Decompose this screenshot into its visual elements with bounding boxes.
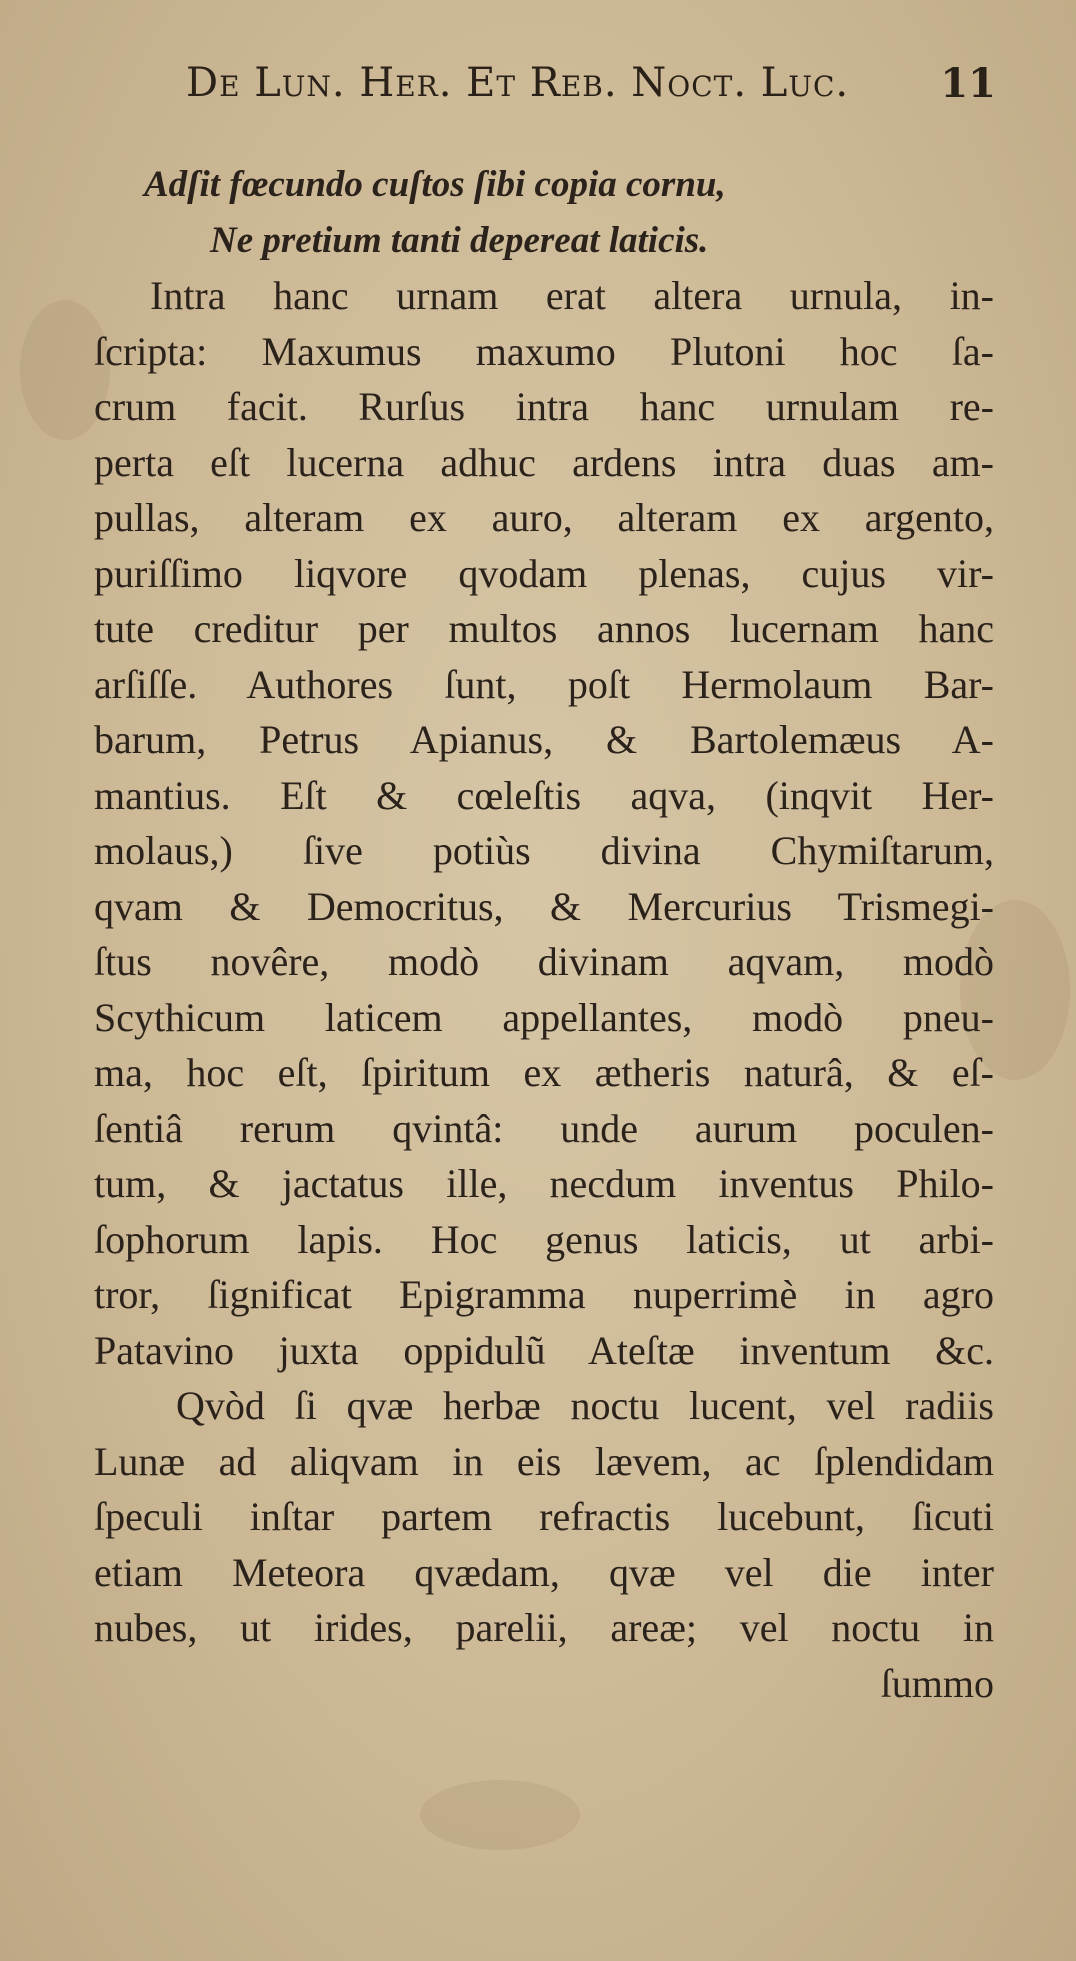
- text-line: ſpeculi inſtar partem refractis lucebunt, ſicuti: [94, 1494, 994, 1539]
- text-line: Patavino juxta oppidulũ Ateſtæ inventum &c.: [94, 1327, 994, 1373]
- running-head: De Lun. Her. Et Reb. Noct. Luc.: [186, 60, 850, 106]
- text-line: tum, & jactatus ille, necdum inventus Philo-: [94, 1161, 994, 1206]
- text-line: Scythicum laticem appellantes, modò pneu-: [94, 994, 994, 1040]
- text-line: barum, Petrus Apianus, & Bartolemæus A-: [94, 717, 994, 762]
- text-line: pullas, alteram ex auro, alteram ex argento,: [94, 495, 994, 540]
- text-line: ſophorum lapis. Hoc genus laticis, ut arbi-: [94, 1216, 994, 1262]
- text-line: Intra hanc urnam erat altera urnula, in-: [150, 273, 994, 318]
- paper-stain: [420, 1780, 580, 1850]
- body-text: [94, 157, 994, 1711]
- text-line: tute creditur per multos annos lucernam hanc: [94, 606, 994, 651]
- text-line: crum facit. Rurſus intra hanc urnulam re-: [94, 384, 994, 429]
- text-line: qvam & Democritus, & Mercurius Trismegi-: [94, 883, 994, 929]
- page-number: 11: [940, 60, 996, 107]
- text-line: arſiſſe. Authores ſunt, poſt Hermolaum Bar-: [94, 661, 994, 707]
- verse-line: Adſit fœcundo cuſtos ſibi copia cornu,: [144, 164, 726, 205]
- text-line: perta eſt lucerna adhuc ardens intra duas am-: [94, 439, 994, 485]
- text-line: molaus,) ſive potiùs divina Chymiſtarum,: [94, 828, 994, 873]
- catchword: ſummo: [880, 1660, 994, 1706]
- text-line: nubes, ut irides, parelii, areæ; vel noctu in: [94, 1605, 994, 1650]
- text-line: ſtus novêre, modò divinam aqvam, modò: [94, 939, 994, 984]
- text-line: Lunæ ad aliqvam in eis lævem, ac ſplendidam: [94, 1438, 994, 1484]
- text-line: tror, ſignificat Epigramma nuperrimè in agro: [94, 1272, 994, 1317]
- text-line: Qvòd ſi qvæ herbæ noctu lucent, vel radiis: [176, 1383, 994, 1428]
- text-line: etiam Meteora qvædam, qvæ vel die inter: [94, 1549, 994, 1595]
- verse-line: Ne pretium tanti depereat laticis.: [210, 219, 709, 261]
- text-line: ſcripta: Maxumus maxumo Plutoni hoc ſa-: [94, 328, 994, 374]
- page-header: [186, 60, 996, 120]
- text-line: ſentiâ rerum qvintâ: unde aurum poculen-: [94, 1105, 994, 1151]
- text-line: ma, hoc eſt, ſpiritum ex ætheris naturâ, & eſ-: [94, 1050, 994, 1095]
- text-line: mantius. Eſt & cœleſtis aqva, (inqvit Her-: [94, 772, 994, 818]
- text-line: puriſſimo liqvore qvodam plenas, cujus vir-: [94, 550, 994, 596]
